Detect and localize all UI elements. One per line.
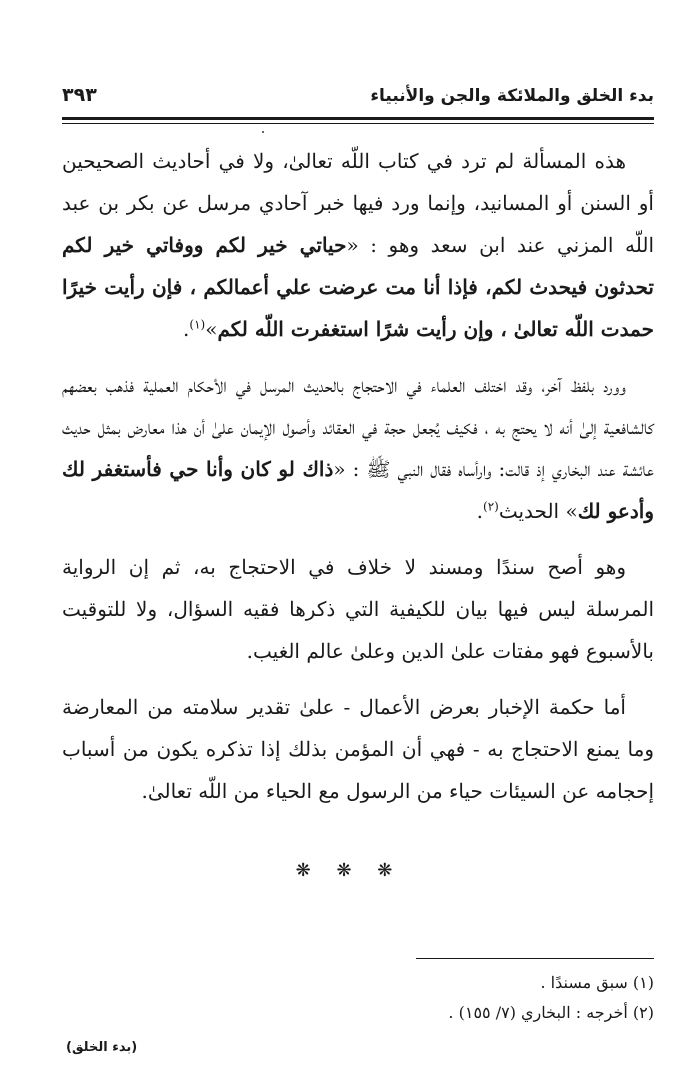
- header-rule-thick: [62, 117, 654, 120]
- paragraph-1: هذه المسألة لم ترد في كتاب اللّه تعالىٰ، ولا في أحاديث الصحيحين أو السنن أو المسانيد، وإنما ورد فيها خبر آحادي مرسل عن بكر بن عبد اللّه المزني عند ابن سعد وهو : «حياتي خير لكم ووفاتي خير لكم تحدثون فيحدث لكم، فإذا أنا مت عرضت علي أعمالكم ، فإن رأيت خيرًا حمدت اللّه تعالىٰ ، وإن رأيت شرًا استغفرت اللّه لكم»$^{(١)}$.: [62, 149, 655, 341]
- footnote-rule: [416, 958, 654, 959]
- footnote-ref-2[interactable]: (٢): [483, 499, 499, 514]
- page-number: ٣٩٣: [62, 84, 97, 106]
- header-rule-thin: [62, 123, 654, 124]
- footnote-ref-1[interactable]: (١): [189, 317, 206, 332]
- footnote-2: (٢) أخرجه : البخاري (٧/ ١٥٥) .: [448, 1003, 654, 1022]
- section-separator: ❋ ❋ ❋: [295, 860, 403, 881]
- running-header: [62, 86, 654, 112]
- running-header-title: بدء الخلق والملائكة والجن والأنبياء: [370, 86, 654, 106]
- footer-signature-label: (بدء الخلق): [66, 1040, 138, 1055]
- hadith-quote-1: حياتي خير لكم ووفاتي خير لكم تحدثون فيحدث لكم، فإذا أنا مت عرضت علي أعمالكم ، فإن رأيت خيرًا حمدت اللّه تعالىٰ ، وإن رأيت شرًا استغفرت اللّه لكم: [62, 233, 654, 341]
- footnotes: [254, 968, 654, 1028]
- paragraph-2: وورد بلفظ آخر، وقد اختلف العلماء في الاحتجاج بالحديث المرسل في الأحكام العملية فذهب بعضهم كالشافعية إلىٰ أنه لا يحتج به ، فكيف يُجعل حجة في العقائد وأصول الإيمان علىٰ أن هذا معارض بمثل حديث عائشة عند البخاري إذ قالت: وارأساه فقال النبي ﷺ : «ذاك لو كان وأنا حي فأستغفر لك وأدعو لك» الحديث$^{(٢)}$.: [62, 373, 655, 523]
- main-text: [62, 140, 654, 812]
- print-speck: [262, 131, 264, 133]
- paragraph-4: أما حكمة الإخبار بعرض الأعمال - علىٰ تقدير سلامته من المعارضة وما يمنع الاحتجاج به - فهي أن المؤمن بذلك إذا تذكره يكون من أسباب إحجامه عن السيئات حياء من الرسول مع الحياء من اللّه تعالىٰ.: [62, 695, 655, 803]
- footnote-1: (١) سبق مسندًا .: [540, 973, 654, 992]
- paragraph-3: وهو أصح سندًا ومسند لا خلاف في الاحتجاج به، ثم إن الرواية المرسلة ليس فيها بيان للكيفية التي ذكرها فقيه السؤال، ولا للتوقيت بالأسبوع فهو مفتات علىٰ الدين وعلىٰ عالم الغيب.: [62, 555, 654, 663]
- hadith-quote-2: ذاك لو كان وأنا حي فأستغفر لك وأدعو لك: [62, 457, 654, 523]
